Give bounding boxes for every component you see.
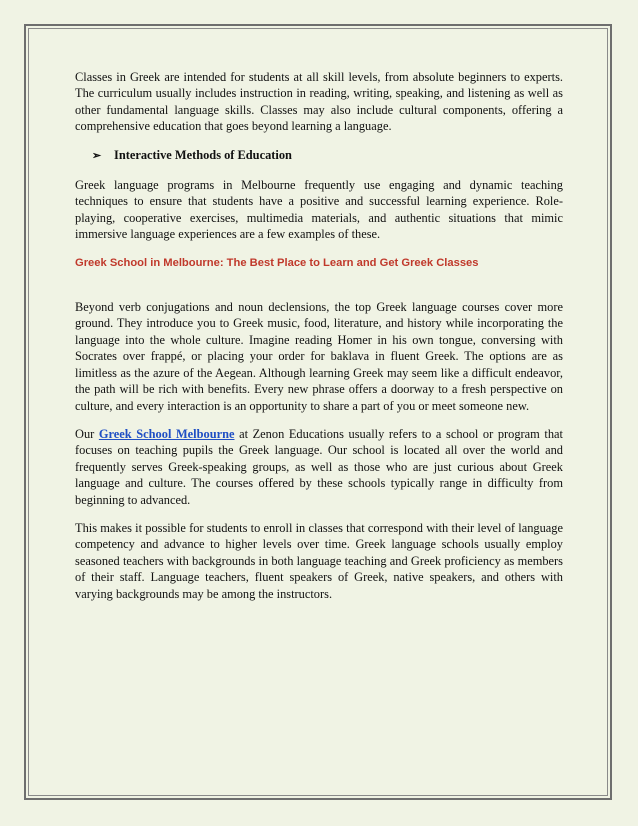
section-heading: Greek School in Melbourne: The Best Place to Learn and Get Greek Classes (75, 256, 479, 269)
arrow-bullet-icon: ➢ (92, 149, 102, 162)
document-body (75, 69, 563, 614)
paragraph-culture: Beyond verb conjugations and noun declensions, the top Greek language courses cover more ground. They introduce you to Greek music, food, literature, and history while incorporating the language into the whole culture. Imagine reading Homer in his own tongue, conversing with Socrates over frappé, or placing your order for baklava in fluent Greek. The options are as limitless as the azure of the Aegean. Although learning Greek may seem like a difficult endeavor, the path will be rich with benefits. Every new phrase offers a doorway to a fresh perspective on culture, and every interaction is an opportunity to share a part of you or meet someone new. (75, 300, 563, 413)
paragraph-school-description (75, 426, 563, 508)
paragraph-enrollment: This makes it possible for students to enroll in classes that correspond with their level of language competency and advance to higher levels over time. Greek language schools usually employ seasoned teachers with backgrounds in both language teaching and Greek proficiency as members of their staff. Language teachers, fluent speakers of Greek, native speakers, and others with varying backgrounds may be among the instructors. (75, 520, 563, 601)
greek-school-melbourne-link[interactable]: Greek School Melbourne (98, 426, 235, 441)
bullet-item (92, 147, 563, 164)
paragraph-teaching-methods: Greek language programs in Melbourne frequently use engaging and dynamic teaching techniques to ensure that students have a positive and successful learning experience. Role-playing, cooperative exercises, multimedia materials, and authentic situations that mimic immersive language experiences are a few examples of these. (75, 178, 563, 242)
paragraph-classes-intro: Classes in Greek are intended for students at all skill levels, from absolute beginners to experts. The curriculum usually includes instruction in reading, writing, speaking, and listening as well as other fundamental language skills. Classes may also include cultural components, offering a comprehensive education that goes beyond learning a language. (75, 70, 563, 134)
bullet-label: Interactive Methods of Education (114, 147, 292, 162)
paragraph-suffix: at Zenon Educations usually refers to a school or program that focuses on teaching pupils the Greek language. Our school is located all over the world and frequently serves Greek-speaking groups, as well as those who are just curious about Greek language and culture. The courses offered by these schools typically range in difficulty from beginning to advanced. (75, 426, 563, 507)
paragraph-prefix: Our (75, 426, 99, 441)
